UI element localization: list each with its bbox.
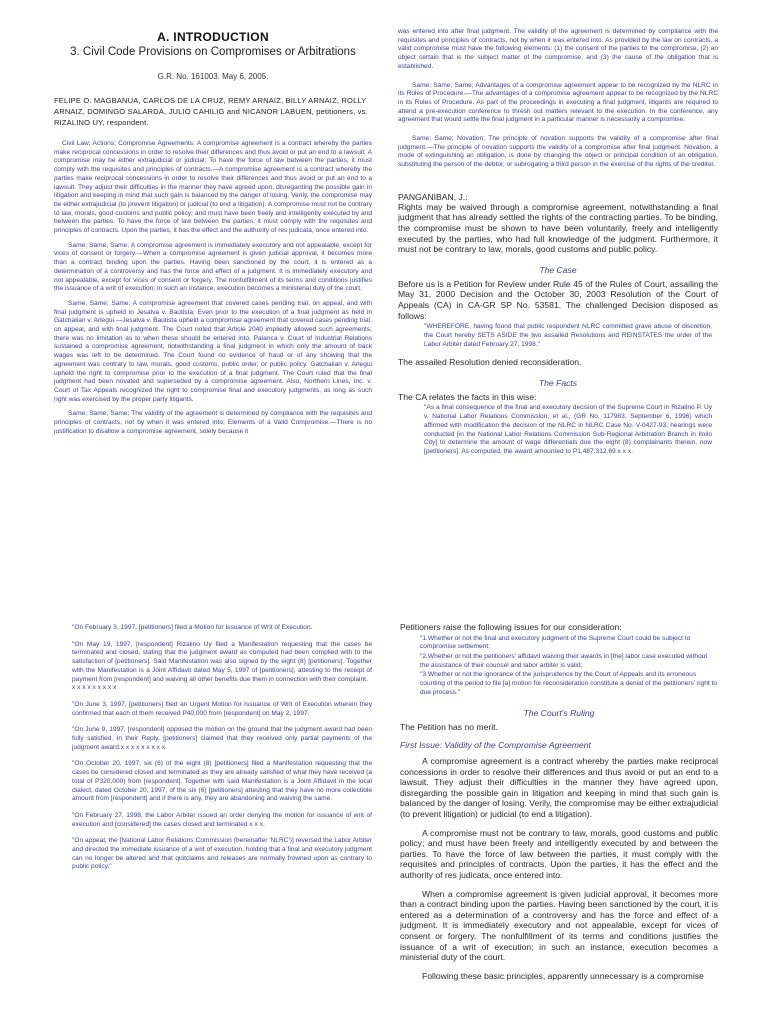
page-2-left-column — [62, 624, 372, 880]
ruling-paragraph: When a compromise agreement is given judicial approval, it becomes more than a contract binding upon the parties. Having been sanctioned by the court, it is entered as a determination of a controversy and has the force and effect of a judgment. It is immediately executory and not appealable, except for vices of consent or forgery. The nonfulfillment of its terms and conditions justifies the issuance of a writ of execution; in such an instance, execution becomes a ministerial duty of the court. — [400, 888, 718, 963]
syllabus-paragraph: was entered into after final judgment. The validity of the agreement is determined by compliance with the requisites and principles of contracts, not by when it was entered into. As provided by the law on contracts, a valid compromise must have the following elements: (1) the consent of the parties to the compromise, (2) an object certain that is the subject matter of the compromise, and (3) the cause of the obligation that is established. — [398, 28, 718, 70]
resolution-text: The assailed Resolution denied reconsideration. — [398, 357, 582, 368]
ruling-paragraph: A compromise agreement is a contract whereby the parties make reciprocal concessions in order to resolve their differences and thus avoid or put an end to a lawsuit. They adjust their difficulties in the manner they have agreed upon, disregarding the possible gain in litigation and keeping in mind that such gain is balanced by the danger of losing. Verily, the compromise may be either extrajudicial (to prevent litigation) or judicial (to end a litigation). — [400, 756, 718, 820]
issue-item: "3.Whether or not the ignorance of the jurisprudence by the Court of Appeals and its erroneous counting of the period to file [a] motion for reconsideration constitute a denial of the petitioners' right to due process." — [420, 671, 718, 696]
syllabus-paragraph: Same; Same; Novation; The principle of novation supports the validity of a compromise after final judgment.—The principle of novation supports the validity of a compromise after final judgment. Novation, a mode of extinguishing an obligation, is done by changing the object or principal condition of an obligation, substituting the person of the debtor, or subrogating a third person in the exercise of the rights of the creditor. — [398, 135, 718, 169]
case-quote: "WHEREFORE, having found that public respondent NLRC committed grave abuse of discretion, the Court hereby SETS ASIDE the two assailed Resolutions and REINSTATES the order of the Labor Arbiter dated February 27, 1998." — [424, 323, 712, 348]
facts-quote-paragraph: "On February 27, 1998, the Labor Arbiter issued an order denying the motion for issuance of writ of execution and [considered] the cases closed and terminated x x x. — [72, 811, 372, 828]
gr-number: G.R. No. 161003. May 6, 2005. — [157, 72, 269, 81]
syllabus-paragraph: Same; Same; Same; The validity of the agreement is determined by compliance with the requisites and principles of contracts, not by when it was entered into; Elements of a Valid Compromise.—There is no justification to disallow a compromise agreement, solely because it — [54, 410, 372, 435]
ruling-verdict: The Petition has no merit. — [400, 721, 498, 732]
opinion-intro: Rights may be waived through a compromise agreement, notwithstanding a final judgment that has already settled the rights of the contracting parties. To be binding, the compromise must be shown to have been voluntarily, freely and intelligently executed by the parties, who had full knowledge of the judgment. Furthermore, it must not be contrary to law, morals, good customs and public policy. — [398, 201, 718, 255]
page-2-right-column — [400, 622, 718, 989]
ponente: PANGANIBAN, J.: — [398, 191, 468, 202]
issues-list — [400, 635, 718, 698]
ruling-paragraph: A compromise must not be contrary to law, morals, good customs and public policy; and must have been freely and intelligently executed by and between the parties. To have the force of law between the parties, it must comply with the requisites and principles of contracts. Upon the parties, it has the effect and the authority of res judicata, once entered into. — [400, 827, 718, 881]
facts-quote-paragraph: "On May 19, 1997, [respondent] Rizalino Uy filed a Manifestation requesting that the cases be terminated and closed, stating that the judgment award as computed had been complied with to the satisfaction of [petitioners]. Said Manifestation was also signed by the eight (8) [petitioners]. Together with the Manifestation is a Joint Affidavit dated May 5, 1997 of [petitioners], attesting to the receipt of payment from [respondent] and waiving all other benefits due them in connection with their complaint. x x x x x x x x x — [72, 640, 372, 692]
issue-item: "1.Whether or not the final and executory judgment of the Supreme Court could be subject to compromise settlement; — [420, 634, 691, 651]
heading-the-case: The Case — [539, 264, 577, 275]
section-subtitle: 3. Civil Code Provisions on Compromises or Arbitrations — [70, 46, 356, 58]
facts-text: The CA relates the facts in this wise: — [398, 391, 537, 402]
section-title: A. INTRODUCTION — [157, 30, 269, 44]
ruling-paragraph: Following these basic principles, apparently unnecessary is a compromise — [422, 970, 704, 981]
case-text: Before us is a Petition for Review under Rule 45 of the Rules of Court, assailing the May 31, 2000 Decision and the October 30, 2003 Resolution of the Court of Appeals (CA) in CA-GR SP No. 53581. The challenged Decision disposed as follows: — [398, 278, 718, 321]
facts-quote-paragraph: "On June 3, 1997, [petitioners] filed an Urgent Motion for Issuance of Writ of Execution wherein they confirmed that each of them received P40,000 from [respondent] on May 2, 1997. — [72, 700, 372, 717]
issues-intro: Petitioners raise the following issues for our consideration: — [400, 622, 622, 632]
syllabus-paragraph: Civil Law; Actions; Compromise Agreements; A compromise agreement is a contract whereby the parties make reciprocal concessions in order to resolve their differences and thus avoid or put an end to a lawsuit; A compromise may be either extrajudicial or judicial; To have the force of law between the parties, it must comply with the requisites and principles of contracts.—A compromise agreement is a contract whereby the parties make reciprocal concessions in order to resolve their differences and thus avoid or put an end to a lawsuit. They adjust their difficulties in the manner they have agreed upon, disregarding the possible gain in litigation and keeping in mind that such gain is balanced by the danger of losing. Verily, the compromise may be either extrajudicial (to prevent litigation) or judicial (to end a litigation). A compromise must not be contrary to law, morals, good customs and public policy; and must have been freely and intelligently executed by and between the parties. To have the force of law between the parties, it must comply with the requisites and principles of contracts. Upon the parties, it has the effect and the authority of res judicata, once entered into. — [54, 140, 372, 235]
syllabus-paragraph: Same; Same; Same; A compromise agreement is immediately executory and not appealable, except for vices of consent or forgery.—When a compromise agreement is given judicial approval, it becomes more than a contract binding upon the parties. Having been sanctioned by the court, it is entered as a determination of a controversy and has the force and effect of a judgment. It is immediately executory and not appealable, except for vices of consent or forgery. The nonfulfillment of its terms and conditions justifies the issuance of a writ of execution; in such an instance, execution becomes a ministerial duty of the court. — [54, 241, 372, 293]
facts-quote-paragraph: "On appeal, the [National Labor Relations Commission (hereinafter 'NLRC')] reversed the Labor Arbiter and directed the immediate issuance of a writ of execution, holding that a final and executory judgment can no longer be altered and that quitclaims and releases are normally frowned upon as contrary to public policy." — [72, 837, 372, 871]
page-1-right-column — [398, 28, 718, 465]
first-issue-heading: First Issue: Validity of the Compromise Agreement — [400, 740, 591, 751]
syllabus-paragraph: Same; Same; Same; Advantages of a compromise agreement appear to be recognized by the NLRC in its Rules of Procedure.—The advantages of a compromise agreement appear to be recognized by the NLRC in its Rules of Procedure. As part of the proceedings in executing a final judgment, litigants are required to attend a pre-execution conference to thresh out matters relevant to the execution. In the conference, any agreement that would settle the final judgment in a particular manner is necessarily a compromise. — [398, 81, 718, 124]
facts-quote-paragraph: "On June 9, 1997, [respondent] opposed the motion on the ground that the judgment award had been fully satisfied. In their Reply, [petitioners] claimed that they received only partial payments of the judgment award.x x x x x x x x x — [72, 726, 372, 751]
facts-quote: "As a final consequence of the final and executory decision of the Supreme Court in Rizalino P. Uy v. National Labor Relations Commission, et al., (GR No. 117983, September 6, 1996) which affirmed with modification the decision of the NLRC in NLRC Case No. V-0427-93, hearings were conducted [in the National Labor Relations Commission Sub-Regional Arbitration Branch in Iloilo City] to determine the amount of wage differentials due the eight (8) complainants therein, now [petitioners]. As computed, the award amounted to P1,487,312.69 x x x. — [424, 404, 712, 455]
syllabus-paragraph: Same; Same; Same; A compromise agreement that covered cases pending trial, on appeal, and with final judgment is upheld in Jesalva v. Bautista; Even prior to the execution of a final judgment as held in Gatchalian v. Arlegui.—Jesalva v. Bautista upheld a compromise agreement that covered cases pending trial, on appeal, and with final judgment. The Court noted that Article 2040 impliedly allowed such agreements; there was no limitation as to when these should be entered into. Palanca v. Court of Industrial Relations sustained a compromise agreement, notwithstanding a final judgment in which only the amount of back wages was left to be determined. The Court found no evidence of fraud or of any showing that the agreement was contrary to law, morals, good customs, public order, or public policy. Gatchalian v. Arlegui upheld the right to compromise prior to the execution of a final judgment. The Court ruled that the final judgment had been novated and superseded by a compromise agreement. Also, Northern Lines, Inc. v. Court of Tax Appeals recognized the right to compromise final and executory judgments, as long as such right was exercised by the proper party litigants. — [54, 299, 372, 403]
heading-courts-ruling: The Court's Ruling — [523, 707, 595, 718]
heading-the-facts: The Facts — [538, 377, 578, 388]
facts-quote-paragraph: "On February 3, 1997, [petitioners] filed a Motion for Issuance of Writ of Execution. — [72, 624, 313, 631]
case-parties: FELIPE O. MAGBANUA, CARLOS DE LA CRUZ, REMY ARNAIZ, BILLY ARNAIZ, ROLLY ARNAIZ, DOMINGO SALARDA, JULIO CAHILIG and NICANOR LABUEN, petitioners, vs. RIZALINO UY, respondent. — [54, 96, 368, 127]
facts-quote-paragraph: "On October 20, 1997, six (6) of the eight (8) [petitioners] filed a Manifestation requesting that the cases be considered closed and terminated as they are already satisfied of what they have received (a total of P320,000) from [respondent]. Together with said Manifestation is a Joint Affidavit in the local dialect, dated October 20, 1997, of the six (6) [petitioners] attesting that they have no more collectible amount from [respondent] and if there is any, they are abandoning and waiving the same. — [72, 760, 372, 803]
issue-item: "2.Whether or not the petitioners' affidavit waiving their awards in [the] labor case executed without the assistance of their counsel and labor arbiter is valid; — [420, 653, 708, 669]
page-1-left-column — [54, 30, 372, 443]
